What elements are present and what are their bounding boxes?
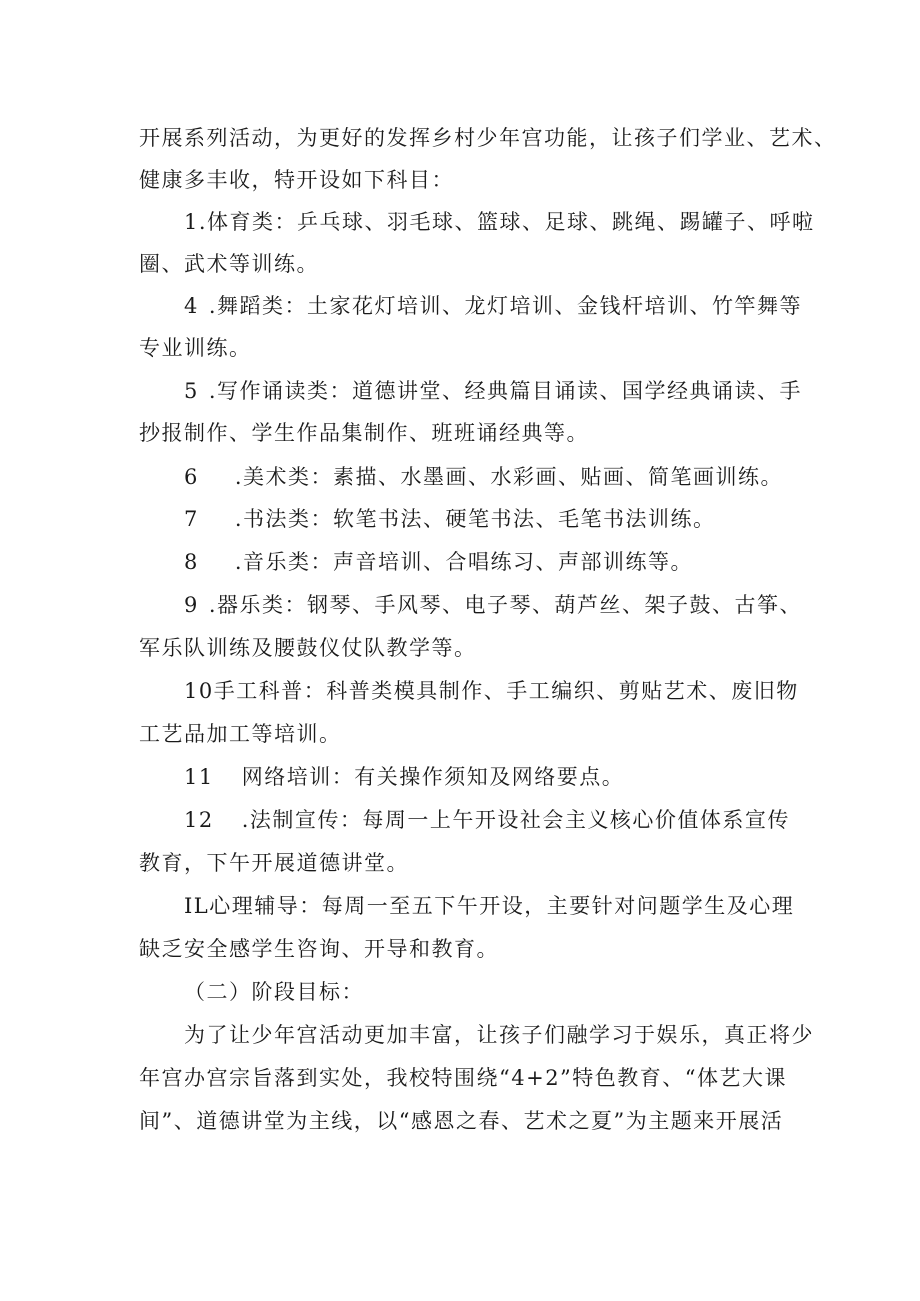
item-number: 11 bbox=[184, 765, 214, 789]
item-text: .法制宣传：每周一上午开设社会主义核心价值体系宣传 bbox=[241, 808, 790, 832]
list-item-counseling: IL心理辅导：每周一至五下午开设，主要针对问题学生及心理 bbox=[184, 894, 795, 918]
list-item-calligraphy bbox=[184, 504, 716, 534]
paragraph-line: 专业训练。 bbox=[139, 336, 252, 360]
item-text: .舞蹈类：土家花灯培训、龙灯培训、金钱杆培训、竹竿舞等 bbox=[208, 294, 803, 318]
item-number: 7 bbox=[184, 507, 199, 531]
section-heading: （二）阶段目标： bbox=[184, 980, 364, 1004]
list-item-dance bbox=[184, 291, 802, 321]
item-text: .美术类：素描、水墨画、水彩画、贴画、简笔画训练。 bbox=[234, 465, 784, 489]
item-text: .器乐类：钢琴、手风琴、电子琴、葫芦丝、架子鼓、古筝、 bbox=[208, 593, 803, 617]
paragraph-line: 间”、道德讲堂为主线，以“感恩之春、艺术之夏”为主题来开展活 bbox=[139, 1109, 784, 1133]
list-item-art bbox=[184, 462, 783, 492]
item-number: 9 bbox=[184, 593, 199, 617]
item-number: 6 bbox=[184, 465, 199, 489]
item-number: 12 bbox=[184, 808, 214, 832]
item-text: .音乐类：声音培训、合唱练习、声部训练等。 bbox=[234, 550, 694, 574]
paragraph-line: 年宫办宫宗旨落到实处，我校特围绕“4+2”特色教育、“体艺大课 bbox=[139, 1066, 788, 1090]
paragraph-line: 开展系列活动，为更好的发挥乡村少年宫功能，让孩子们学业、艺术、 bbox=[139, 126, 837, 150]
list-item-sports: 1.体育类：乒乓球、羽毛球、篮球、足球、跳绳、踢罐子、呼啦 bbox=[184, 210, 815, 234]
list-item-music bbox=[184, 547, 693, 577]
item-text: .写作诵读类：道德讲堂、经典篇目诵读、国学经典诵读、手 bbox=[208, 379, 803, 403]
paragraph-line: 抄报制作、学生作品集制作、班班诵经典等。 bbox=[139, 421, 589, 445]
paragraph-line: 军乐队训练及腰鼓仪仗队教学等。 bbox=[139, 636, 477, 660]
paragraph-line: 工艺品加工等培训。 bbox=[139, 722, 342, 746]
paragraph-line: 为了让少年宫活动更加丰富，让孩子们融学习于娱乐，真正将少 bbox=[184, 1023, 814, 1047]
item-number: 4 bbox=[184, 294, 199, 318]
item-text: 网络培训：有关操作须知及网络要点。 bbox=[241, 765, 625, 789]
list-item-crafts: 10手工科普：科普类模具制作、手工编织、剪贴艺术、废旧物 bbox=[184, 679, 799, 703]
list-item-instruments bbox=[184, 590, 802, 620]
item-number: 5 bbox=[184, 379, 199, 403]
paragraph-line: 缺乏安全感学生咨询、开导和教育。 bbox=[139, 937, 499, 961]
paragraph-line: 圈、武术等训练。 bbox=[139, 252, 319, 276]
paragraph-line: 健康多丰收，特开设如下科目： bbox=[139, 168, 454, 192]
list-item-writing bbox=[184, 376, 802, 406]
item-number: 8 bbox=[184, 550, 199, 574]
list-item-network bbox=[184, 762, 624, 792]
list-item-law bbox=[184, 805, 790, 835]
paragraph-line: 教育，下午开展道德讲堂。 bbox=[139, 851, 409, 875]
item-text: .书法类：软笔书法、硬笔书法、毛笔书法训练。 bbox=[234, 507, 716, 531]
